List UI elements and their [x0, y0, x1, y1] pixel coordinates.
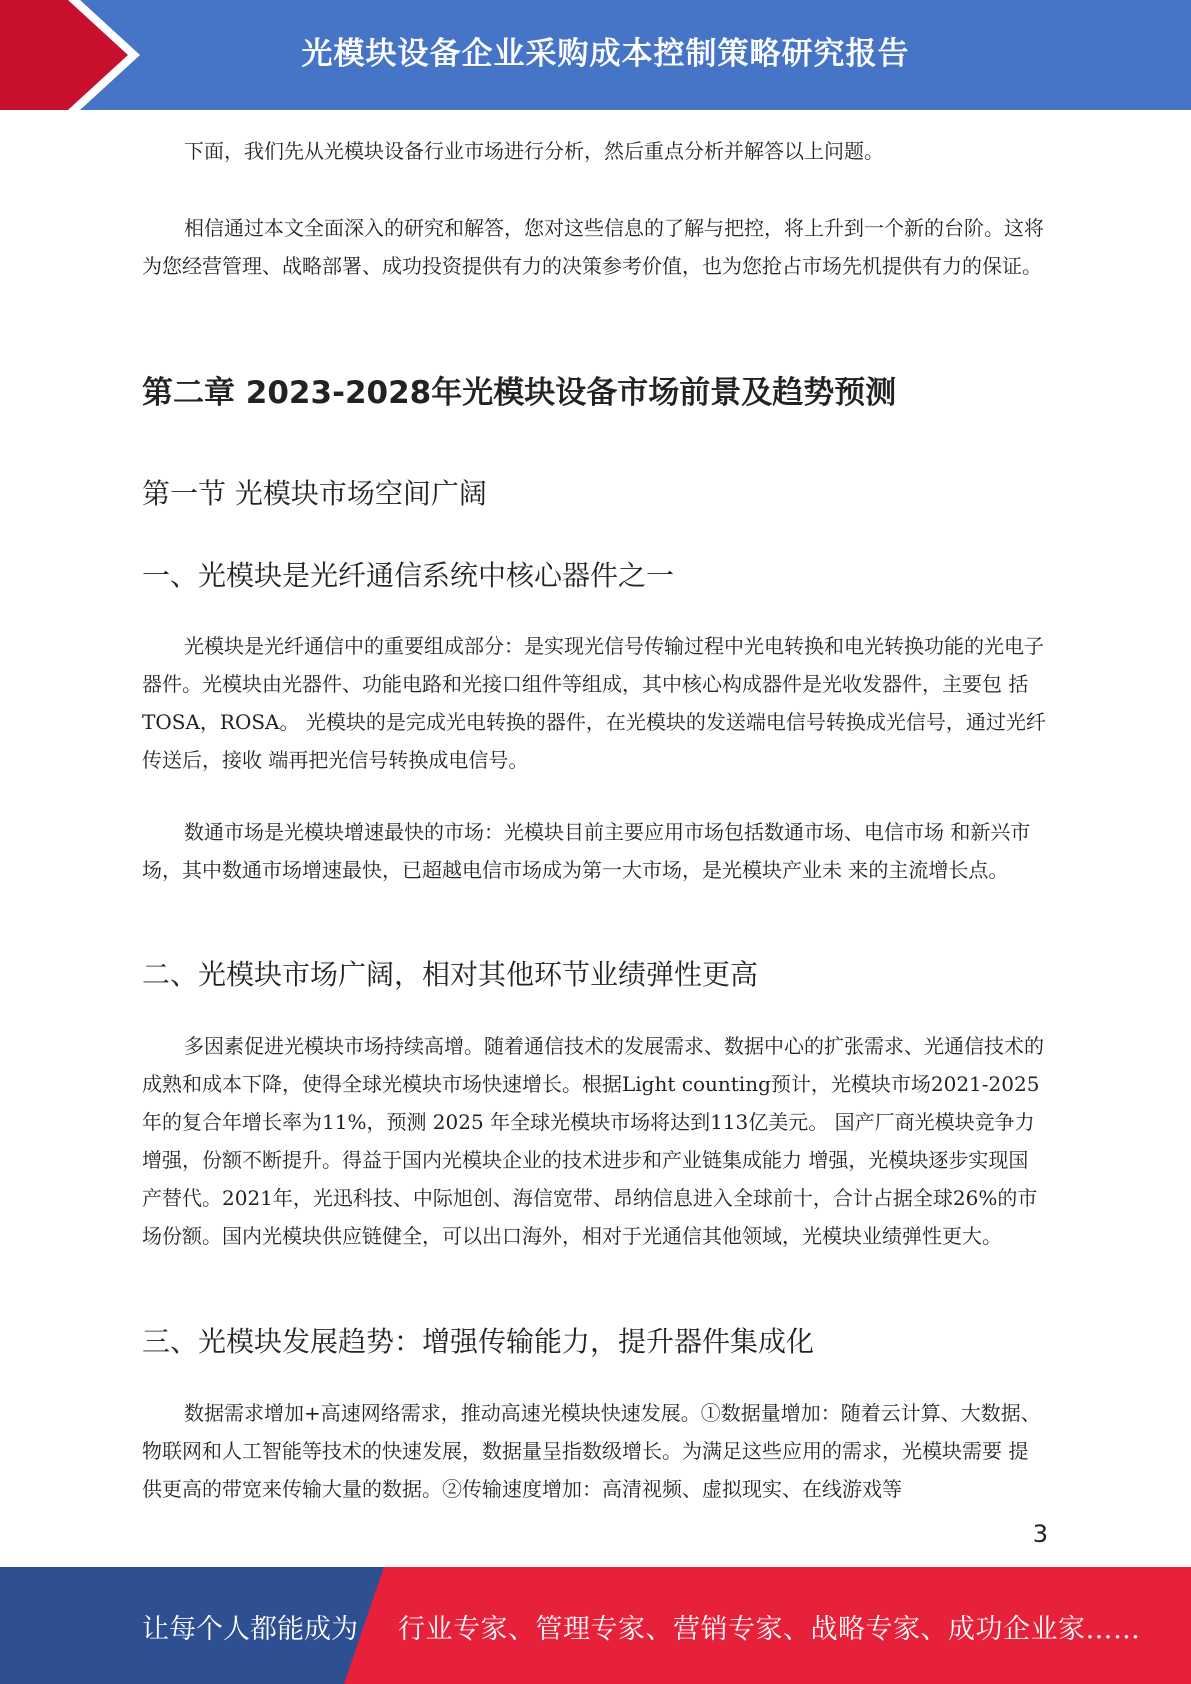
intro-paragraph: 下面，我们先从光模块设备行业市场进行分析，然后重点分析并解答以上问题。 — [184, 139, 884, 163]
section-heading: 第一节 光模块市场空间广阔 — [142, 477, 487, 510]
subsection-heading-3: 三、光模块发展趋势：增强传输能力，提升器件集成化 — [142, 1325, 815, 1358]
intro-paragraph-2: 相信通过本文全面深入的研究和解答，您对这些信息的了解与把控，将上升到一个新的台阶。这将为您经营管理、战略部署、成功投资提供有力的决策参考价值，也为您抢占市场先机提供有力的保证。 — [142, 216, 1044, 278]
paragraph-optical-module-definition: 光模块是光纤通信中的重要组成部分：是实现光信号传输过程中光电转换和电光转换功能的光电子 器件。光模块由光器件、功能电路和光接口组件等组成，其中核心构成器件是光收发器件，主要包 括TOSA，ROSA。 光模块的是完成光电转换的器件，在光模块的发送端电信号转换成光信号，通过光纤传送后，接收 端再把光信号转换成电信号。 — [142, 634, 1046, 772]
paragraph-development-trend: 数据需求增加+高速网络需求，推动高速光模块快速发展。①数据量增加：随着云计算、大数据、 物联网和人工智能等技术的快速发展，数据量呈指数级增长。为满足这些应用的需求，光模块需要 提供更高的带宽来传输大量的数据。②传输速度增加：高清视频、虚拟现实、在线游戏等 — [142, 1401, 1041, 1501]
subsection-heading-1: 一、光模块是光纤通信系统中核心器件之一 — [142, 559, 675, 592]
paragraph-market-growth: 多因素促进光模块市场持续高增。随着通信技术的发展需求、数据中心的扩张需求、光通信技术的 成熟和成本下降，使得全球光模块市场快速增长。根据Light counting预计，光模块市场2021-2025 年的复合年增长率为11%，预测 2025 年全球光模块市场将达到113亿美元。 国产厂商光模块竞争力增强，份额不断提升。得益于国内光模块企业的技术进步和产业链集成能力 增强，光模块逐步实现国产替代。2021年，光迅科技、中际旭创、海信宽带、昂纳信息进入全球前十，合计占据全球26%的市场份额。国内光模块供应链健全，可以出口海外，相对于光通信其他领域，光模块业绩弹性更大。 — [142, 1034, 1044, 1248]
footer-slogan-right: 行业专家、管理专家、营销专家、战略专家、成功企业家…… — [398, 1614, 1141, 1645]
subsection-heading-2: 二、光模块市场广阔，相对其他环节业绩弹性更高 — [142, 958, 759, 991]
paragraph-datacom-market: 数通市场是光模块增速最快的市场：光模块目前主要应用市场包括数通市场、电信市场 和新兴市场，其中数通市场增速最快，已超越电信市场成为第一大市场，是光模块产业未 来的主流增长点。 — [142, 820, 1031, 882]
chapter-heading: 第二章 2023-2028年光模块设备市场前景及趋势预测 — [142, 375, 897, 411]
report-title: 光模块设备企业采购成本控制策略研究报告 — [301, 36, 910, 72]
page-footer — [0, 1567, 1191, 1684]
page-header — [0, 0, 1191, 110]
page-number: 3 — [1032, 1520, 1048, 1548]
footer-slogan-left: 让每个人都能成为 — [142, 1614, 358, 1645]
